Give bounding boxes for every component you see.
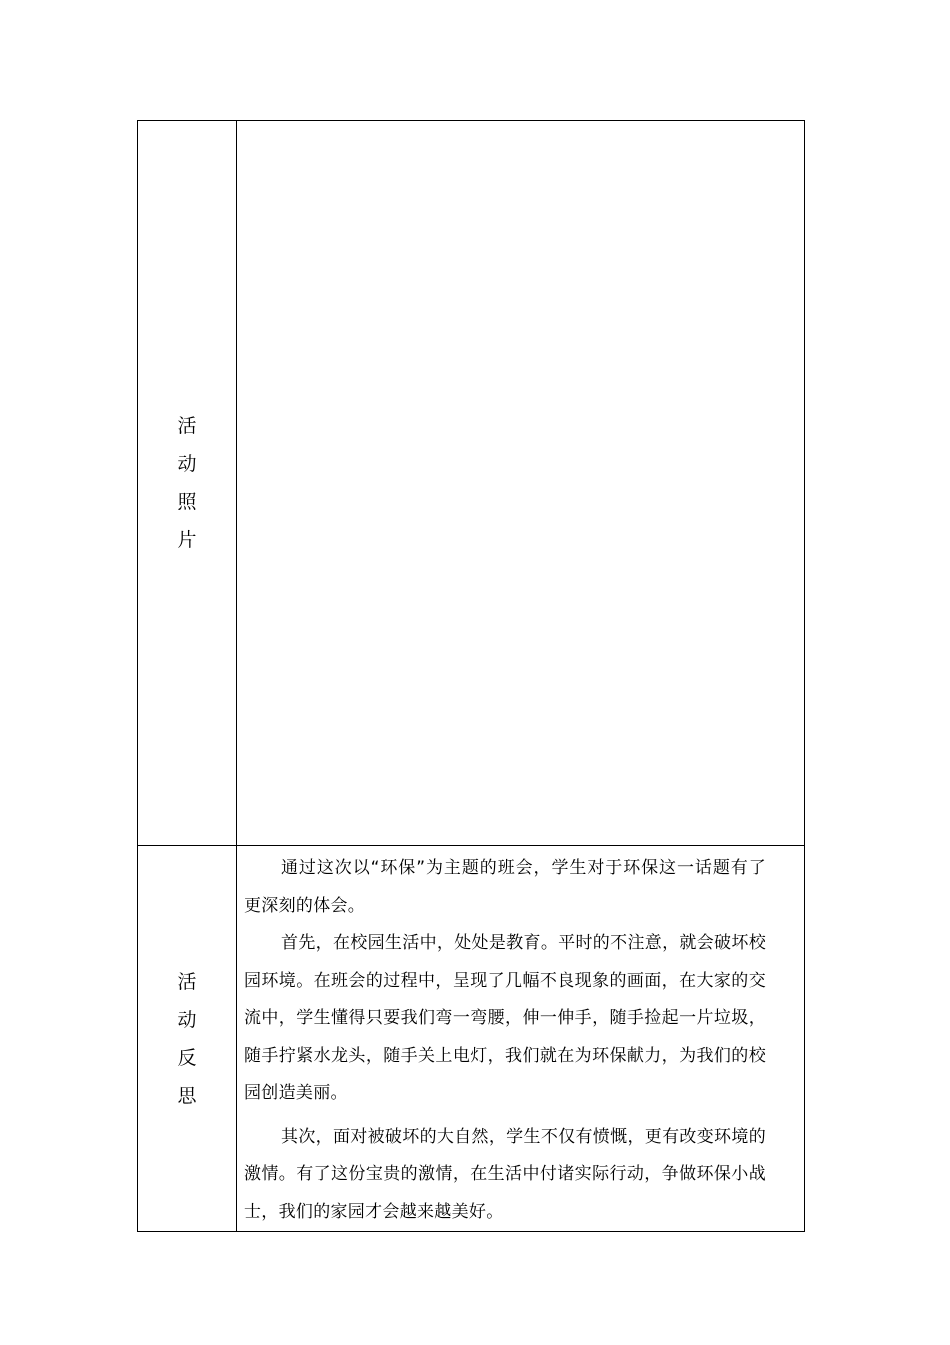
photo-label-char: 照: [177, 491, 197, 513]
photo-content-cell: [237, 121, 805, 846]
reflection-label-char: 反: [177, 1046, 197, 1069]
reflection-label: [177, 963, 196, 1115]
photo-row: [138, 121, 805, 846]
photo-label-char: 动: [177, 453, 197, 475]
reflection-label-char: 动: [177, 1008, 197, 1031]
reflection-paragraph: 其次，面对被破坏的大自然，学生不仅有愤慨，更有改变环境的激情。有了这份宝贵的激情，在生活中付诸实际行动，争做环保小战士，我们的家园才会越来越美好。: [244, 1126, 766, 1222]
reflection-label-char: 活: [177, 970, 197, 993]
reflection-label-char: 思: [177, 1084, 197, 1107]
photo-label: [177, 407, 196, 559]
reflection-label-cell: [138, 846, 237, 1232]
photo-label-cell: [138, 121, 237, 846]
reflection-paragraph: 通过这次以“环保”为主题的班会，学生对于环保这一话题有了更深刻的体会。: [244, 858, 766, 916]
reflection-content-cell: [237, 846, 805, 1232]
reflection-row: [138, 846, 805, 1232]
photo-label-char: 活: [177, 415, 197, 437]
activity-record-table: [137, 120, 805, 1232]
reflection-paragraph: 首先，在校园生活中，处处是教育。平时的不注意，就会破坏校园环境。在班会的过程中，呈现了几幅不良现象的画面，在大家的交流中，学生懂得只要我们弯一弯腰，伸一伸手，随手捡起一片垃圾，随手拧紧水龙头，随手关上电灯，我们就在为环保献力，为我们的校园创造美丽。: [244, 933, 766, 1103]
photo-label-char: 片: [177, 529, 197, 551]
